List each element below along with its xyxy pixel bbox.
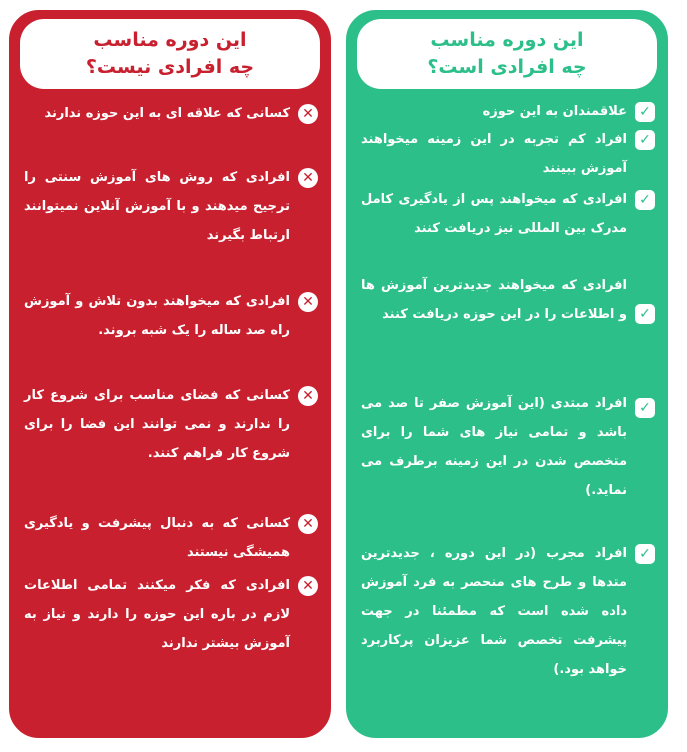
list-item-text: کسانی که به دنبال پیشرفت و یادگیری همیشگی نیستند (24, 516, 290, 560)
x-icon: ✕ (298, 514, 318, 534)
list-item-text: افرادی که میخواهند پس از یادگیری کامل مدرک بین المللی نیز دریافت کنند (361, 192, 627, 236)
x-icon: ✕ (298, 292, 318, 312)
list-item-text: افرادی که میخواهند بدون تلاش و آموزش راه صد ساله را یک شبه بروند. (24, 294, 290, 338)
suitable-list (349, 93, 665, 735)
suitable-card (346, 10, 668, 738)
list-item-text: کسانی که فضای مناسب برای شروع کار را ندارند و نمی توانند این فضا را برای شروع کار فراهم کنند. (24, 388, 290, 461)
suitable-title-line2: چه افرادی است؟ (427, 56, 587, 78)
suitable-title-line1: این دوره مناسب (430, 29, 584, 51)
not-suitable-list (12, 93, 328, 735)
x-icon: ✕ (298, 386, 318, 406)
x-icon: ✕ (298, 104, 318, 124)
list-item-text: علاقمندان به این حوزه (482, 104, 627, 119)
check-icon: ✓ (635, 398, 655, 418)
not-suitable-title-line1: این دوره مناسب (93, 29, 247, 51)
x-icon: ✕ (298, 576, 318, 596)
list-item-text: افرادی که میخواهند جدیدترین آموزش ها و اطلاعات را در این حوزه دریافت کنند (361, 278, 627, 322)
check-icon: ✓ (635, 190, 655, 210)
x-icon: ✕ (298, 168, 318, 188)
suitable-header (357, 19, 657, 89)
list-item-text: افرادی که فکر میکنند تمامی اطلاعات لازم در باره این حوزه را دارند و نیاز به آموزش بیشتر ندارند (24, 578, 290, 651)
list-item-text: افراد مبتدی (این آموزش صفر تا صد می باشد و تمامی نیاز های شما را برای متخصص شدن در این زمینه برطرف می نماید.) (361, 396, 627, 498)
not-suitable-header (20, 19, 320, 89)
list-item-text: افراد مجرب (در این دوره ، جدیدترین متدها و طرح های منحصر به فرد آموزش داده شده است که مطمئنا در جهت پیشرفت تخصص شما عزیزان پرکاربرد خواهد بود.) (361, 546, 627, 677)
list-item-text: افرادی که روش های آموزش سنتی را ترجیح میدهند و با آموزش آنلاین نمیتوانند ارتباط بگیرند (24, 170, 290, 243)
list-item-text: کسانی که علاقه ای به این حوزه ندارند (44, 106, 290, 121)
check-icon: ✓ (635, 102, 655, 122)
not-suitable-card (9, 10, 331, 738)
list-item-text: افراد کم تجربه در این زمینه میخواهند آموزش ببینند (361, 132, 627, 176)
check-icon: ✓ (635, 130, 655, 150)
check-icon: ✓ (635, 304, 655, 324)
not-suitable-title-line2: چه افرادی نیست؟ (85, 56, 255, 78)
check-icon: ✓ (635, 544, 655, 564)
